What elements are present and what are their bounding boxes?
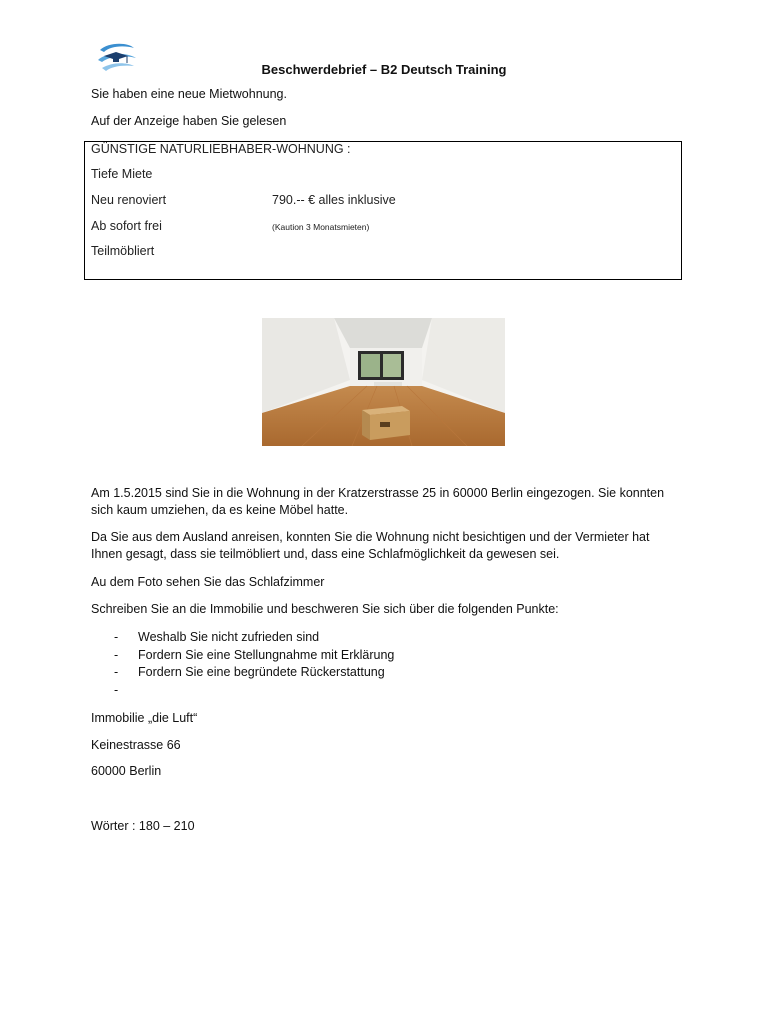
paragraph-abroad: Da Sie aus dem Ausland anreisen, konnten Sie die Wohnung nicht besichtigen und der Vermieter hat Ihnen gesagt, dass sie teilmöbliert und, dass eine Schlafmöglichkeit da gewesen sei.	[91, 530, 650, 561]
list-dash: -	[114, 682, 119, 697]
list-item	[114, 664, 514, 682]
complaint-points-list	[114, 629, 514, 699]
list-item-text: Fordern Sie eine Stellungnahme mit Erklärung	[138, 647, 395, 662]
intro-line-1: Sie haben eine neue Mietwohnung.	[91, 87, 287, 101]
ad-available: Ab sofort frei	[91, 219, 162, 233]
ad-furnished: Teilmöbliert	[91, 244, 155, 258]
ad-price: 790.-- € alles inklusive	[272, 193, 396, 207]
list-dash: -	[114, 630, 119, 644]
address-street: Keinestrasse 66	[91, 738, 181, 752]
ad-rent-label: Tiefe Miete	[91, 167, 153, 181]
room-photo	[262, 318, 505, 446]
list-item	[114, 682, 514, 700]
list-dash: -	[114, 647, 119, 662]
list-item	[114, 647, 514, 665]
paragraph-task: Schreiben Sie an die Immobilie und beschweren Sie sich über die folgenden Punkte:	[91, 602, 559, 616]
list-dash: -	[114, 665, 119, 679]
list-item	[114, 629, 514, 647]
ad-renovated: Neu renoviert	[91, 193, 167, 207]
document-title	[0, 62, 768, 77]
list-item-text: Weshalb Sie nicht zufrieden sind	[138, 630, 320, 644]
list-item-text: Fordern Sie eine begründete Rückerstattung	[138, 665, 385, 679]
paragraph-photo: Au dem Foto sehen Sie das Schlafzimmer	[91, 575, 325, 589]
intro-line-2: Auf der Anzeige haben Sie gelesen	[91, 114, 287, 128]
document-title-text: Beschwerdebrief – B2 Deutsch Training	[261, 62, 507, 77]
paragraph-move-in: Am 1.5.2015 sind Sie in die Wohnung in der Kratzerstrasse 25 in 60000 Berlin eingezogen. Sie konnten sich kaum umziehen, da es keine Möbel hatte.	[91, 486, 665, 517]
word-count: Wörter : 180 – 210	[91, 819, 195, 833]
ad-deposit: (Kaution 3 Monatsmieten)	[272, 222, 370, 232]
advertisement-box	[84, 141, 682, 280]
address-name: Immobilie „die Luft“	[91, 711, 198, 725]
ad-heading: GÜNSTIGE NATURLIEBHABER-WOHNUNG :	[91, 142, 351, 156]
address-city: 60000 Berlin	[91, 764, 162, 778]
